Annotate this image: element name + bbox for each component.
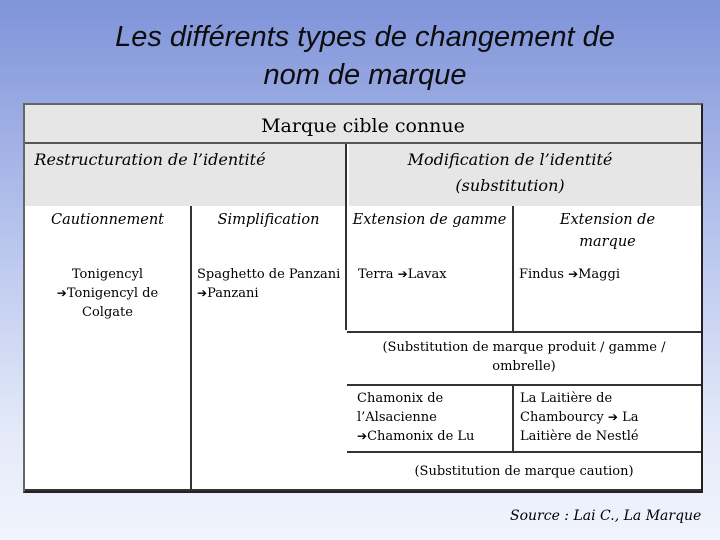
- example-tonigencyl-line1: Tonigencyl: [71, 267, 144, 282]
- example-laitiere-line1: La Laitière de: [520, 391, 613, 406]
- arrow-right-icon: ➔: [397, 267, 408, 281]
- col-cautionnement: Cautionnement: [50, 212, 165, 228]
- group-modification-line1: Modification de l’identité: [407, 150, 613, 169]
- slide-title: [0, 18, 720, 94]
- substitution-produit: [347, 338, 701, 376]
- divider: [25, 142, 701, 144]
- col-extension-marque-line1: Extension de: [559, 212, 656, 228]
- example-spaghetto: [197, 265, 345, 303]
- slide-title-line1: Les différents types de changement de: [115, 21, 615, 53]
- divider: [25, 489, 701, 491]
- col-extension-gamme: Extension de gamme: [352, 212, 507, 228]
- divider: [345, 144, 347, 330]
- col-extension-marque-line2: marque: [579, 234, 636, 250]
- group-modification: [349, 147, 671, 199]
- divider: [512, 386, 514, 451]
- example-spaghetto-line1: Spaghetto de Panzani: [197, 267, 341, 282]
- example-tonigencyl-line2: Tonigencyl de: [66, 286, 159, 301]
- example-tonigencyl: [25, 265, 190, 322]
- example-tonigencyl-line3: Colgate: [82, 305, 133, 320]
- example-laitiere-line2b: La: [617, 410, 639, 425]
- arrow-right-icon: ➔: [607, 410, 618, 424]
- divider: [347, 384, 701, 386]
- example-chamonix-line2: l’Alsacienne: [357, 410, 437, 425]
- col-simplification: Simplification: [217, 212, 320, 228]
- table-header: Marque cible connue: [261, 115, 465, 137]
- example-findus: [519, 265, 699, 284]
- example-findus-to: Maggi: [578, 267, 620, 282]
- divider: [347, 331, 701, 333]
- example-terra-from: Terra: [358, 267, 398, 282]
- substitution-caution: (Substitution de marque caution): [414, 464, 634, 479]
- arrow-right-icon: ➔: [197, 286, 208, 300]
- arrow-right-icon: ➔: [568, 267, 579, 281]
- group-modification-line2: (substitution): [455, 176, 565, 195]
- divider: [347, 451, 701, 453]
- arrow-right-icon: ➔: [56, 286, 67, 300]
- col-extension-marque: [514, 209, 701, 253]
- example-spaghetto-line2: Panzani: [207, 286, 259, 301]
- example-findus-from: Findus: [519, 267, 569, 282]
- source-citation: Source : Lai C., La Marque: [510, 508, 702, 524]
- substitution-produit-line1: (Substitution de marque produit / gamme /: [382, 340, 666, 355]
- brand-change-table: [23, 103, 703, 493]
- example-chamonix-line3: Chamonix de Lu: [367, 429, 475, 444]
- example-terra: [358, 265, 508, 284]
- example-laitiere: [520, 389, 698, 446]
- arrow-right-icon: ➔: [357, 429, 368, 443]
- example-chamonix-line1: Chamonix de: [357, 391, 444, 406]
- divider: [190, 206, 192, 489]
- group-restructuration: Restructuration de l’identité: [34, 150, 266, 169]
- slide-title-line2: nom de marque: [263, 59, 467, 91]
- example-laitiere-line2a: Chambourcy: [520, 410, 608, 425]
- example-terra-to: Lavax: [407, 267, 447, 282]
- example-chamonix: [357, 389, 509, 446]
- substitution-produit-line2: ombrelle): [492, 359, 556, 374]
- example-laitiere-line3: Laitière de Nestlé: [520, 429, 639, 444]
